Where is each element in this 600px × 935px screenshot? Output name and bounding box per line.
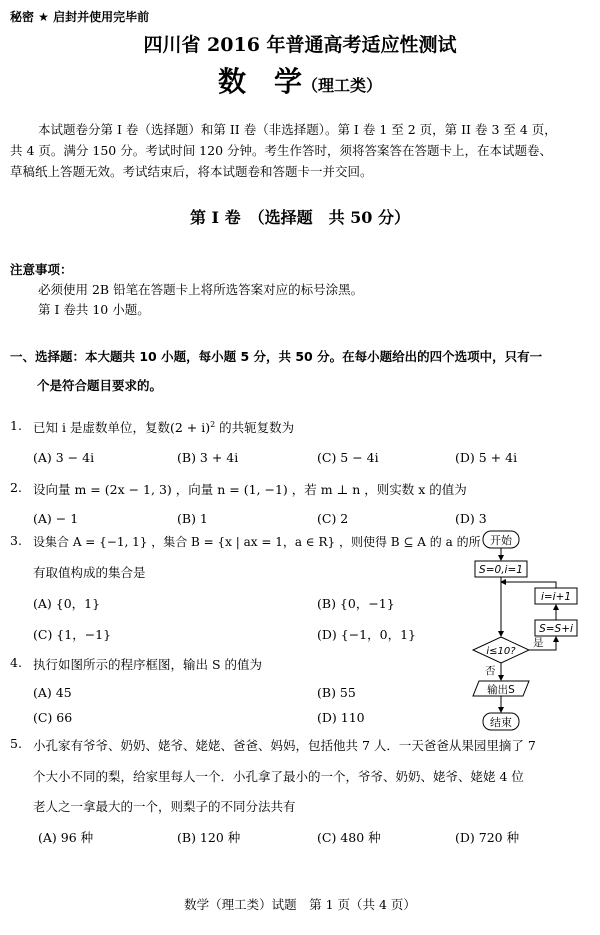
q2-stem: 设向量 m = (2x − 1, 3) ，向量 n = (1, −1) ，若 m ⊥ n ，则实数 x 的值为 (33, 482, 467, 497)
q1-stem (33, 418, 294, 436)
notes-title: 注意事项： (10, 262, 73, 277)
notes-line-2: 第 I 卷共 10 小题。 (38, 302, 150, 317)
q5-number: 5. (10, 736, 22, 751)
q4-stem: 执行如图所示的程序框图，输出 S 的值为 (33, 657, 263, 672)
secret-label: 秘密 ★ 启封并使用完毕前 (10, 10, 150, 24)
q3-option-b[interactable]: (B) {0，−1} (317, 596, 395, 611)
flowchart (465, 528, 590, 734)
q1-option-d[interactable]: (D) 5 + 4i (455, 450, 518, 465)
subject-type: （理工类） (302, 76, 383, 95)
subject-name: 数 学 (217, 65, 302, 98)
flowchart-no-label: 否 (485, 665, 496, 677)
q1-option-b[interactable]: (B) 3 + 4i (177, 450, 239, 465)
flowchart-accumulate-label: S=S+i (539, 623, 573, 635)
part1-title: 第 I 卷 （选择题 共 50 分） (189, 208, 411, 227)
q3-option-c[interactable]: (C) {1，−1} (33, 627, 112, 642)
intro-line-3: 草稿纸上答题无效。考试结束后，将本试题卷和答题卡一并交回。 (10, 164, 373, 179)
flowchart-start-label: 开始 (490, 534, 512, 547)
q3-number: 3. (10, 533, 22, 548)
notes-line-1: 必须使用 2B 铅笔在答题卡上将所选答案对应的标号涂黑。 (38, 282, 364, 297)
q5-option-d[interactable]: (D) 720 种 (455, 830, 520, 845)
section1-line-1: 一、选择题：本大题共 10 小题，每小题 5 分，共 50 分。在每小题给出的四个选项中，只有一 (10, 349, 543, 364)
q5-stem-line-3: 老人之一拿最大的一个，则梨子的不同分法共有 (33, 799, 296, 814)
exam-title: 四川省 2016 年普通高考适应性测试 (143, 34, 457, 56)
q2-option-d[interactable]: (D) 3 (455, 511, 487, 526)
q5-option-a[interactable]: (A) 96 种 (38, 830, 94, 845)
q2-option-c[interactable]: (C) 2 (317, 511, 349, 526)
flowchart-init-label: S=0,i=1 (479, 564, 523, 576)
flowchart-loop-back-line (501, 582, 556, 588)
q2-option-b[interactable]: (B) 1 (177, 511, 208, 526)
q1-number: 1. (10, 418, 22, 433)
q5-stem-line-1: 小孔家有爷爷、奶奶、姥爷、姥姥、爸爸、妈妈，包括他共 7 人．一天爸爸从果园里摘了 7 (33, 738, 536, 753)
q3-option-a[interactable]: (A) {0，1} (33, 596, 101, 611)
q5-stem-line-2: 个大小不同的梨，给家里每人一个．小孔拿了最小的一个，爷爷、奶奶、姥爷、姥姥 4 位 (33, 769, 524, 784)
intro-line-2: 共 4 页。满分 150 分。考试时间 120 分钟。考生作答时，须将答案答在答题卡上，在本试题卷、 (10, 143, 553, 158)
q3-option-d[interactable]: (D) {−1，0，1} (317, 627, 416, 642)
q4-option-b[interactable]: (B) 55 (317, 685, 356, 700)
page-footer: 数学（理工类）试题 第 1 页（共 4 页） (184, 897, 416, 912)
q3-stem-line-2: 有取值构成的集合是 (33, 565, 146, 580)
q5-option-b[interactable]: (B) 120 种 (177, 830, 241, 845)
q1-option-a[interactable]: (A) 3 − 4i (33, 450, 95, 465)
q3-stem-line-1: 设集合 A = {−1, 1} ，集合 B = {x | ax = 1，a ∈ R} ，则使得 B ⊆ A 的 a 的所 (33, 535, 481, 549)
q1-option-c[interactable]: (C) 5 − 4i (317, 450, 379, 465)
q1-stem-b: 的共轭复数为 (219, 420, 295, 435)
q4-number: 4. (10, 655, 22, 670)
q2-number: 2. (10, 480, 22, 495)
section1-line-2: 个是符合题目要求的。 (37, 378, 163, 393)
q4-option-a[interactable]: (A) 45 (33, 685, 72, 700)
subject-heading (0, 60, 600, 100)
intro-line-1: 本试题卷分第 I 卷（选择题）和第 II 卷（非选择题）。第 I 卷 1 至 2 页，第 II 卷 3 至 4 页， (38, 122, 557, 137)
flowchart-condition-label: i≤10? (486, 646, 516, 657)
q1-stem-exp: 2 (210, 419, 216, 429)
flowchart-increment-label: i=i+1 (540, 591, 572, 603)
flowchart-yes-label: 是 (533, 637, 544, 649)
q1-stem-a: 已知 i 是虚数单位，复数 (33, 420, 170, 435)
q5-option-c[interactable]: (C) 480 种 (317, 830, 381, 845)
flowchart-output-label: 输出S (487, 684, 515, 696)
q2-option-a[interactable]: (A) − 1 (33, 511, 79, 526)
q4-option-d[interactable]: (D) 110 (317, 710, 365, 725)
q1-stem-expr: (2 + i) (169, 420, 211, 435)
flowchart-end-label: 结束 (490, 716, 512, 729)
q4-option-c[interactable]: (C) 66 (33, 710, 73, 725)
